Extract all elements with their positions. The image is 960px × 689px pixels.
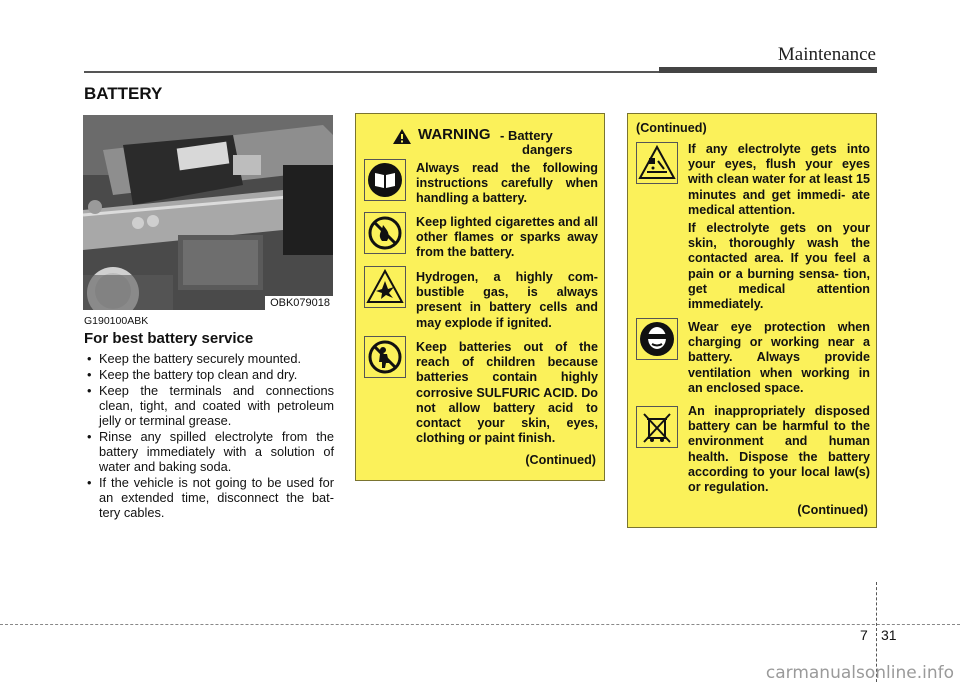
warning-text: Keep batteries out of the reach of children because batteries contain highly corrosive SULFURIC ACID. Do not allow battery acid to contact your skin, eyes, clothing or paint finish.	[416, 340, 598, 446]
header-rule-accent	[659, 67, 877, 73]
warning-text: Hydrogen, a highly com- bustible gas, is always present in battery cells and may explode if ignited.	[416, 270, 598, 330]
continued-label: (Continued)	[797, 503, 868, 517]
keep-children-away-icon	[364, 336, 406, 378]
section-code: G190100ABK	[84, 315, 149, 327]
page-number: 31	[881, 627, 897, 643]
warning-triangle-icon	[392, 128, 412, 145]
warning-box-continued	[627, 113, 877, 528]
watermark: carmanualsonline.info	[765, 663, 954, 683]
list-item: • Keep the battery top clean and dry.	[84, 367, 334, 382]
continued-label: (Continued)	[636, 121, 707, 135]
warning-box-battery-dangers	[355, 113, 605, 481]
warning-text: An inappropriately disposed battery can be harmful to the environment and human health. Dispose the battery according to your local law(s) or regulation.	[688, 404, 870, 495]
warning-label: WARNING	[418, 126, 491, 143]
section-title: BATTERY	[84, 84, 163, 103]
continued-label: (Continued)	[525, 453, 596, 467]
list-item: • Keep the terminals and connections clean, tight, and coated with petroleum jelly or terminal grease.	[84, 383, 334, 428]
eye-protection-icon	[636, 318, 678, 360]
list-item: • If the vehicle is not going to be used for an extended time, disconnect the bat- tery cables.	[84, 475, 334, 520]
subsection-title: For best battery service	[84, 330, 254, 347]
footer-rule	[0, 624, 960, 625]
explosion-icon	[364, 266, 406, 308]
manual-icon	[364, 159, 406, 201]
acid-hazard-icon	[636, 142, 678, 184]
chapter-number: 7	[860, 627, 868, 643]
figure-code: OBK079018	[265, 296, 333, 310]
no-bin-disposal-icon	[636, 406, 678, 448]
list-item: • Rinse any spilled electrolyte from the battery immediately with a solution of water and baking soda.	[84, 429, 334, 474]
warning-text: Keep lighted cigarettes and all other flames or sparks away from the battery.	[416, 215, 598, 260]
battery-photo	[83, 115, 333, 310]
no-flame-icon	[364, 212, 406, 254]
list-item: • Keep the battery securely mounted.	[84, 351, 334, 366]
header-section-title: Maintenance	[777, 44, 876, 65]
battery-care-list	[84, 351, 334, 521]
warning-subtitle: - Battery	[500, 128, 553, 143]
engine-bay-illustration	[83, 115, 333, 310]
warning-text: If any electrolyte gets into your eyes, flush your eyes with clean water for at least 15 minutes and get immedi- ate medical attention.	[688, 142, 870, 217]
warning-subtitle-cont: dangers	[522, 142, 573, 157]
warning-text: Wear eye protection when charging or working near a battery. Always provide ventilation when working in an enclosed space.	[688, 320, 870, 395]
header-rule	[84, 71, 659, 73]
warning-text: Always read the following instructions carefully when handling a battery.	[416, 161, 598, 206]
warning-text: If electrolyte gets on your skin, thoroughly wash the contacted area. If you feel a pain or a burning sensa- tion, get medical attention immediately.	[688, 221, 870, 312]
